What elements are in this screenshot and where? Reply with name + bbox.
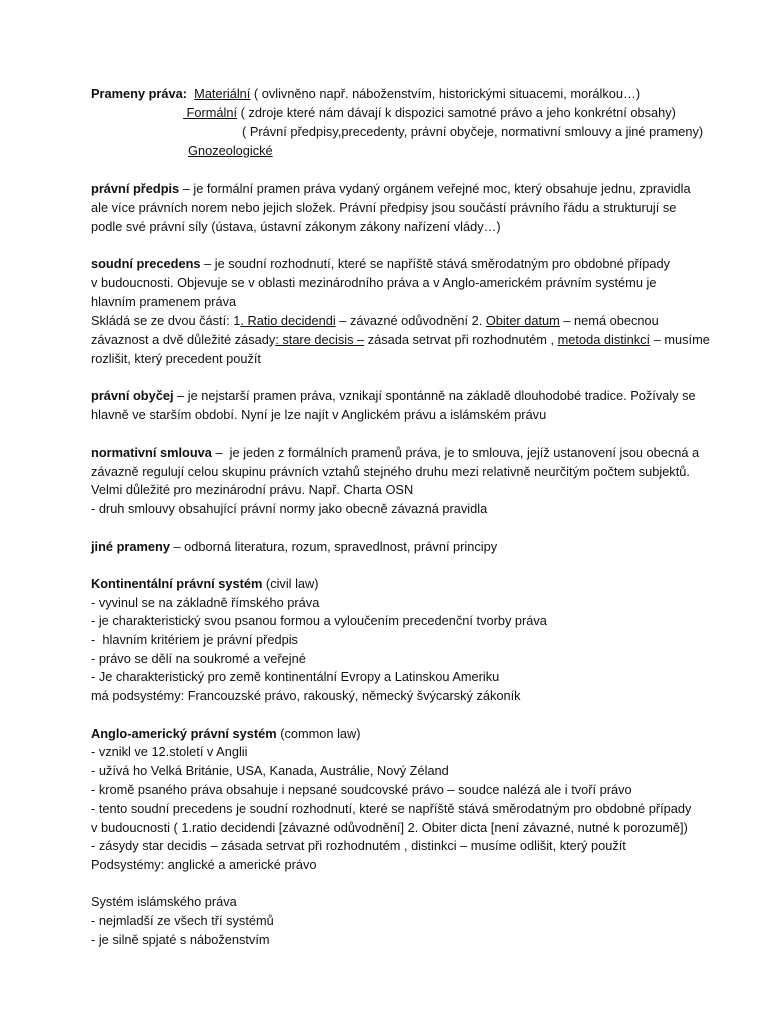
jine-text: – odborná literatura, rozum, spravedlnost, právní principy: [169, 539, 498, 554]
smlouva-line-1: [91, 443, 699, 462]
list-item: - nejmladší ze všech tří systémů: [91, 913, 274, 928]
predpis-line-3: podle své právní síly (ústava, ústavní zákonym zákony nařízení vlády…): [91, 219, 501, 234]
stare-decisis-term: : stare decisis –: [275, 332, 365, 347]
smlouva-text-1: – je jeden z formálních pramenů práva, je to smlouva, jejíž ustanovení jsou obecná a: [211, 445, 700, 460]
precedens-text-5a: závaznost a dvě důležité zásady: [91, 332, 276, 347]
obycej-term: právní obyčej: [91, 388, 174, 403]
obycej-text-1: – je nejstarší pramen práva, vznikají spontánně na základě dlouhodobé tradice. Požívaly se: [173, 388, 696, 403]
angloamericky-suffix: (common law): [276, 726, 361, 741]
smlouva-line-3: Velmi důležité pro mezinárodní právu. Např. Charta OSN: [91, 482, 414, 497]
obycej-line-1: [91, 386, 696, 405]
predpis-text-1: – je formální pramen práva vydaný orgánem veřejné moc, který obsahuje jednu, zpravidla: [179, 181, 691, 196]
precedens-text-4a: Skládá se ze dvou částí: 1: [91, 313, 241, 328]
prameny-label: Prameny práva:: [91, 86, 188, 101]
precedens-line-4: [91, 311, 659, 330]
list-item: - kromě psaného práva obsahuje i nepsané soudcovské právo – soudce nalézá ale i tvoří právo: [91, 782, 632, 797]
metoda-distinkci-term: metoda distinkcí: [557, 332, 651, 347]
list-item: má podsystémy: Francouzské právo, rakouský, německý švýcarský zákoník: [91, 688, 521, 703]
list-item: - zásydy star decidis – zásada setrvat při rozhodnutém , distinkci – musíme odlišit, který použít: [91, 838, 626, 853]
prameny-line: [91, 84, 640, 103]
ratio-decidendi-term: . Ratio decidendi: [240, 313, 336, 328]
obycej-line-2: hlavně ve starším období. Nyní je lze najít v Anglickém právu a islámském právu: [91, 407, 547, 422]
jine-term: jiné prameny: [91, 539, 170, 554]
formalni-line: [183, 103, 676, 122]
precedens-text-1: – je soudní rozhodnutí, které se napříště stává směrodatným pro obdobné případy: [200, 256, 671, 271]
materialni-desc: ( ovlivněno např. náboženstvím, historickými situacemi, morálkou…): [250, 86, 641, 101]
list-item: - je silně spjaté s náboženstvím: [91, 932, 270, 947]
precedens-line-5: [91, 330, 710, 349]
formalni-list: ( Právní předpisy,precedenty, právní obyčeje, normativní smlouvy a jiné prameny): [242, 124, 704, 139]
list-item: - Je charakteristický pro země kontinentální Evropy a Latinskou Ameriku: [91, 669, 500, 684]
list-item: - vznikl ve 12.století v Anglii: [91, 744, 248, 759]
precedens-term: soudní precedens: [91, 256, 201, 271]
jine-line: [91, 537, 497, 556]
gnozeologicke-line: [188, 141, 273, 160]
precedens-line-6: rozlišit, který precedent použít: [91, 351, 261, 366]
obiter-datum-term: Obiter datum: [485, 313, 560, 328]
list-item: - tento soudní precedens je soudní rozhodnutí, které se napříště stává směrodatným pro obdobné případy: [91, 801, 692, 816]
list-item: v budoucnosti ( 1.ratio decidendi [závazné odůvodnění] 2. Obiter dicta [není závazné, nutné k porozumě]): [91, 820, 688, 835]
gnozeologicke-term: Gnozeologické: [188, 143, 273, 158]
list-item: - je charakteristický svou psanou formou a vyloučením precedenční tvorby práva: [91, 613, 547, 628]
formalni-desc: ( zdroje které nám dávají k dispozici samotné právo a jeho konkrétní obsahy): [237, 105, 676, 120]
kontinentalni-term: Kontinentální právní systém: [91, 576, 263, 591]
precedens-line-2: v budoucnosti. Objevuje se v oblasti mezinárodního práva a v Anglo-americkém právním systému je: [91, 275, 657, 290]
angloamericky-term: Anglo-americký právní systém: [91, 726, 277, 741]
list-item: Podsystémy: anglické a americké právo: [91, 857, 317, 872]
kontinentalni-suffix: (civil law): [262, 576, 319, 591]
smlouva-line-4: - druh smlouvy obsahující právní normy jako obecně závazná pravidla: [91, 501, 488, 516]
precedens-text-5e: – musíme: [650, 332, 710, 347]
precedens-text-5c: zásada setrvat při rozhodnutém ,: [364, 332, 558, 347]
predpis-term: právní předpis: [91, 181, 180, 196]
list-item: - vyvinul se na základně římského práva: [91, 595, 320, 610]
precedens-line-3: hlavním pramenem práva: [91, 294, 237, 309]
kontinentalni-heading: [91, 574, 319, 593]
materialni-term: Materiální: [194, 86, 251, 101]
smlouva-line-2: závazně regulují celou skupinu právních vztahů stejného druhu mezi relativně neurčitým počtem subjektů.: [91, 464, 690, 479]
formalni-term: Formální: [183, 105, 238, 120]
list-item: - užívá ho Velká Británie, USA, Kanada, Austrálie, Nový Zéland: [91, 763, 449, 778]
precedens-text-4e: – nemá obecnou: [559, 313, 659, 328]
precedens-line-1: [91, 254, 670, 273]
angloamericky-heading: [91, 724, 361, 743]
islamsky-heading: Systém islámského práva: [91, 894, 237, 909]
predpis-line-1: [91, 179, 691, 198]
smlouva-term: normativní smlouva: [91, 445, 212, 460]
precedens-text-4c: – závazné odůvodnění 2.: [335, 313, 486, 328]
predpis-line-2: ale více právních norem nebo jejich složek. Právní předpisy jsou součástí právního řádu a strukturují se: [91, 200, 677, 215]
list-item: - hlavním kritériem je právní předpis: [91, 632, 298, 647]
list-item: - právo se dělí na soukromé a veřejné: [91, 651, 306, 666]
